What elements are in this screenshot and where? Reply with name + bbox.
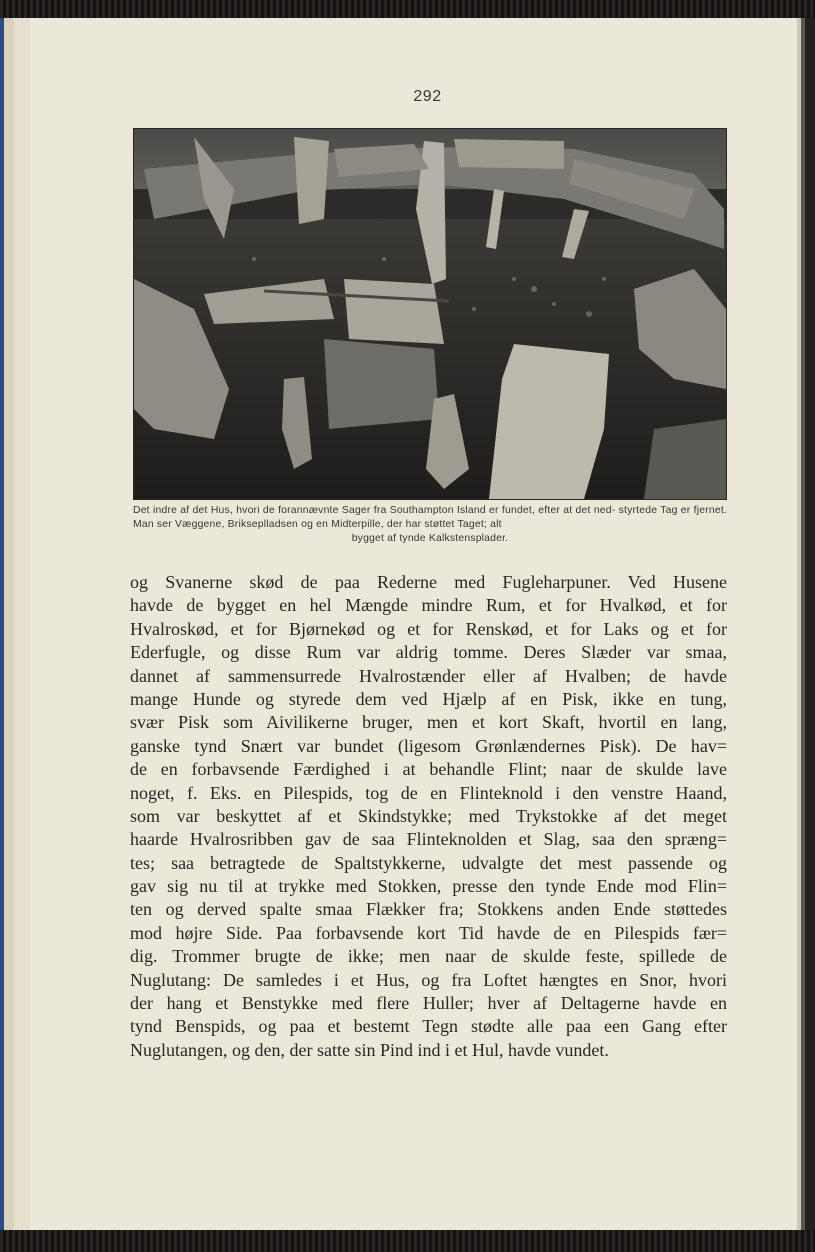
caption-line-1: Det indre af det Hus, hvori de forannævnte Sager fra Southampton Island er fundet, efter at det ned- (133, 505, 616, 516)
text-line: svær Pisk som Aivilikerne bruger, men et kort Skaft, hvortil en lang, (130, 712, 727, 733)
body-text (130, 571, 727, 1062)
page-number: 292 (413, 88, 442, 105)
text-line: dannet af sammensurrede Hvalrostænder eller af Hvalben; de havde (130, 665, 727, 686)
text-line: Ederfugle, og disse Rum var aldrig tomme. Deres Slæder var smaa, (130, 642, 727, 663)
book-page-edge (797, 18, 815, 1232)
stone-ruins-photo (134, 129, 726, 499)
text-line: ganske tynd Snært var bundet (ligesom Grønlændernes Pisk). De hav= (130, 735, 727, 756)
text-line: Nuglutang: De samledes i et Hus, og fra Loftet hængtes en Snor, hvori (130, 969, 727, 990)
text-line: havde de bygget en hel Mængde mindre Rum, et for Hvalkød, et for (130, 595, 727, 616)
caption-line-3: bygget af tynde Kalkstensplader. (351, 533, 509, 544)
text-line: Nuglutangen, og den, der satte sin Pind ind i et Hul, havde vundet. (130, 1039, 609, 1060)
text-line: der hang et Benstykke med flere Huller; hver af Deltagerne havde en (130, 993, 727, 1014)
scan-top-border (0, 0, 815, 20)
scan-bottom-border (0, 1230, 815, 1252)
figure-photo (133, 128, 727, 500)
text-line: haarde Hvalrosribben gav de saa Flinteknolden et Slag, saa den spræng= (130, 829, 727, 850)
text-line: noget, f. Eks. en Pilespids, tog de en Flinteknold i den venstre Haand, (130, 782, 727, 803)
text-line: som var beskyttet af et Skindstykke; med Trykstokke af det meget (130, 805, 727, 826)
text-line: gav sig nu til at trykke med Stokken, presse den tynde Ende mod Flin= (130, 876, 727, 897)
text-line: og Svanerne skød de paa Rederne med Fugleharpuner. Ved Husene (130, 572, 727, 592)
text-line: mod højre Side. Paa forbavsende kort Tid havde de en Pilespids fær= (130, 922, 727, 943)
caption-line-2: styrtede Tag er fjernet. Man ser Væggene, Brikseplladsen og en Midterpille, der har støttet Taget; alt (133, 505, 727, 530)
text-line: de en forbavsende Færdighed i at behandle Flint; naar de skulde lave (130, 759, 727, 780)
text-line: mange Hunde og styrede dem ved Hjælp af en Pisk, ikke en tung, (130, 688, 727, 709)
figure-caption (133, 504, 727, 546)
book-spine-edge (0, 18, 30, 1232)
text-line: tes; saa betragtede de Spaltstykkerne, udvalgte det mest passende og (130, 852, 727, 873)
text-line: Hvalroskød, et for Bjørnekød og et for Renskød, et for Laks og et for (130, 618, 727, 639)
text-line: ten og derved spalte smaa Flækker fra; Stokkens anden Ende støttedes (130, 899, 727, 920)
text-line: dig. Trommer brugte de ikke; men naar de skulde feste, spillede de (130, 946, 727, 967)
text-line: tynd Benspids, og paa et bestemt Tegn stødte alle paa een Gang efter (130, 1016, 727, 1037)
